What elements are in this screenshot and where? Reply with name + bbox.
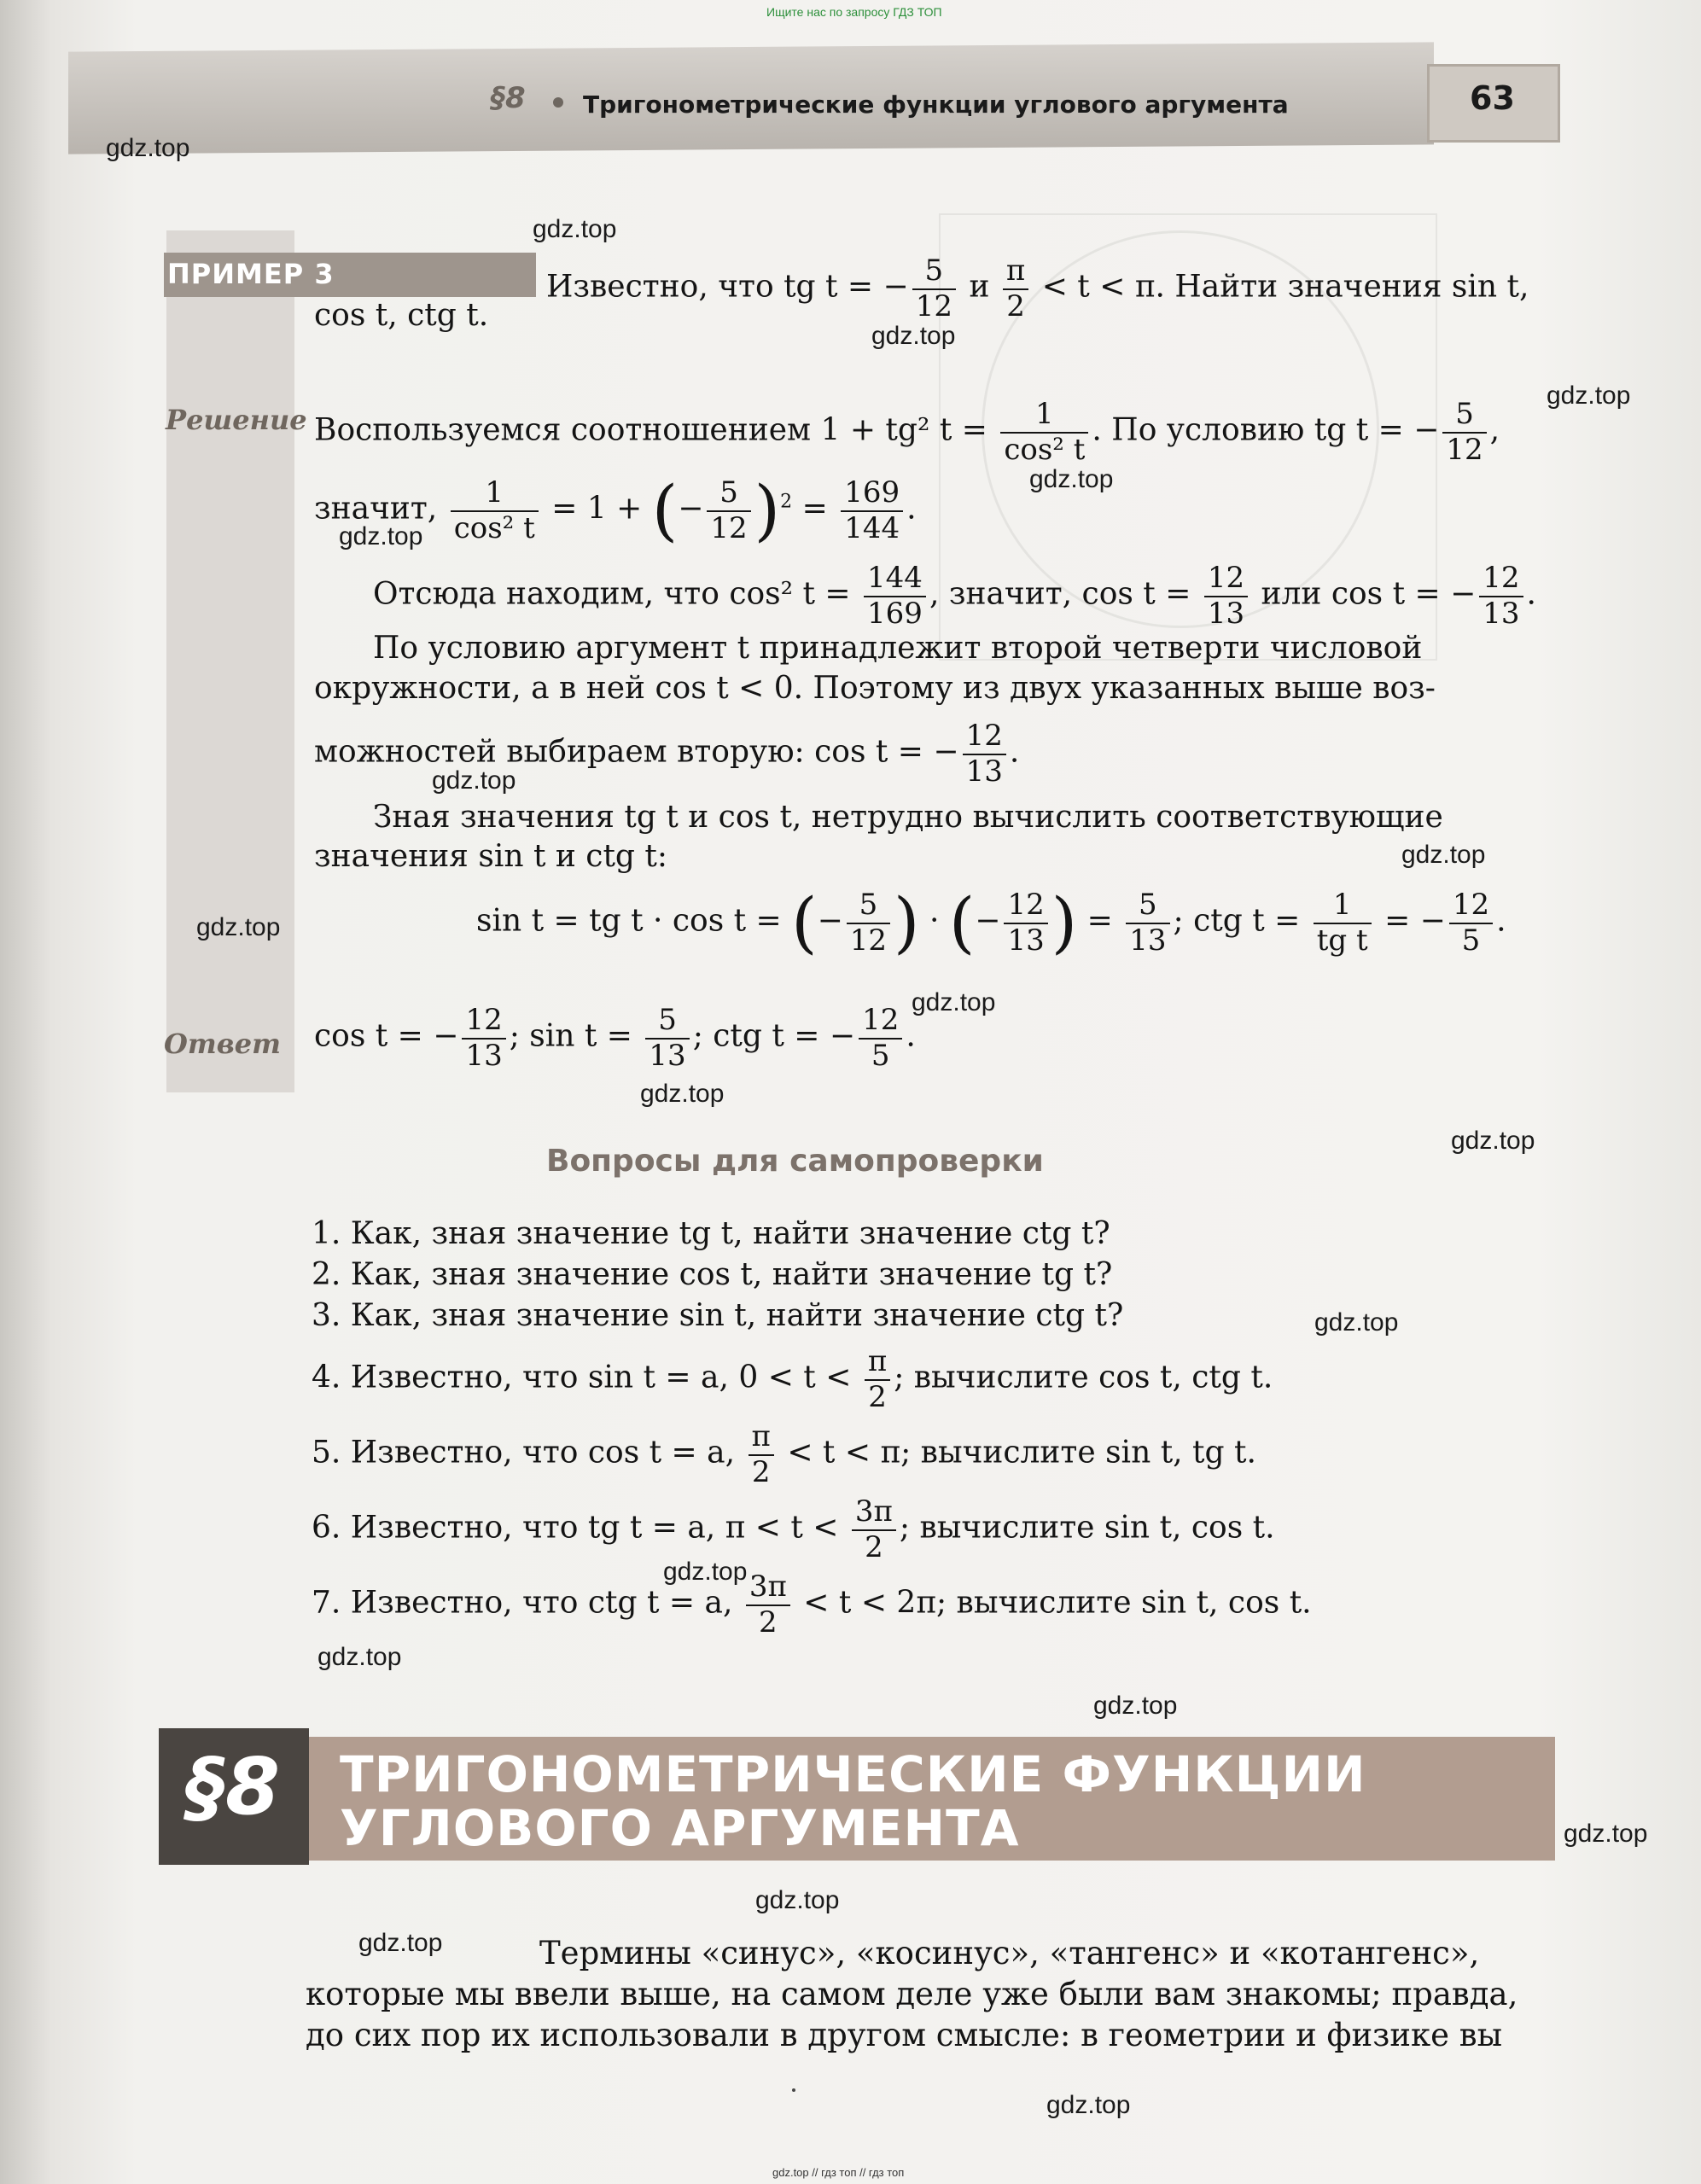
watermark[interactable]: gdz.top [1029, 465, 1114, 493]
print-speck [792, 2088, 795, 2092]
question-1: 1. Как, зная значение tg t, найти значение ctg t? [312, 1216, 1110, 1251]
solution-para2-line3: можностей выбираем вторую: cos t = − $\frac{12}{13}$ . [314, 719, 1020, 789]
fraction-5-12: $\frac{5}{12}$ [847, 890, 890, 956]
top-search-link[interactable]: Ищите нас по запросу ГДЗ ТОП [766, 5, 942, 19]
header-section-number: §8 [491, 81, 526, 115]
watermark[interactable]: gdz.top [317, 1643, 402, 1671]
watermark[interactable]: gdz.top [663, 1558, 748, 1586]
fraction-5-12: $\frac{5}{12}$ [912, 256, 956, 322]
section-number: §8 [186, 1741, 281, 1832]
statement-text: Известно, что tg t = − [546, 269, 909, 305]
header-title: Тригонометрические функции углового аргумента [583, 90, 1289, 119]
watermark[interactable]: gdz.top [196, 913, 281, 941]
watermark[interactable]: gdz.top [1451, 1127, 1535, 1155]
footer-links[interactable]: gdz.top // гдз топ // гдз топ [772, 2166, 905, 2179]
example-statement-line2: cos t, ctg t. [314, 298, 489, 333]
fraction-1-cos2t: $\frac{1}{\text{cos² t}}$ [451, 478, 539, 544]
solution-para3-line1: Зная значения tg t и cos t, нетрудно вычислить соответствующие [373, 800, 1443, 835]
fraction-12-5: $\frac{12}{5}$ [859, 1005, 902, 1071]
example-statement-line1 [546, 253, 1529, 323]
watermark[interactable]: gdz.top [755, 1886, 840, 1914]
statement-and: и [969, 269, 990, 305]
fraction-1-cos2t: $\frac{1}{\text{cos² t}}$ [1000, 399, 1088, 465]
fraction-1-tgt: $\frac{1}{\text{tg t}}$ [1314, 890, 1372, 956]
solution-formula: sin t = tg t · cos t = (− $\frac{5}{12}$ ) · (− $\frac{12}{13}$ ) = $\frac{5}{13}$ ; ctg t = $\frac{1}{\text{tg t}}$ = − $\frac{12}{5}$ . [476, 884, 1506, 962]
watermark[interactable]: gdz.top [871, 322, 956, 350]
fraction-5-13: $\frac{5}{13}$ [645, 1005, 689, 1071]
fraction-5-12: $\frac{5}{12}$ [707, 478, 750, 544]
watermark[interactable]: gdz.top [912, 988, 996, 1016]
fraction-144-169: $\frac{144}{169}$ [864, 563, 926, 629]
question-2: 2. Как, зная значение cos t, найти значение tg t? [312, 1257, 1113, 1292]
watermark[interactable]: gdz.top [640, 1080, 725, 1108]
questions-title: Вопросы для самопроверки [546, 1144, 1044, 1179]
solution-para2-line1: По условию аргумент t принадлежит второй четверти числовой [373, 631, 1423, 666]
fraction-12-13: $\frac{12}{13}$ [1004, 890, 1047, 956]
answer-label: Ответ [164, 1028, 281, 1060]
fraction-12-5: $\frac{12}{5}$ [1449, 890, 1493, 956]
example-side-bar [166, 230, 294, 1092]
question-5: 5. Известно, что cos t = a, $\frac{\pi}{2}$ < t < π; вычислите sin t, tg t. [312, 1419, 1256, 1489]
fraction-pi-2: $\frac{\pi}{2}$ [1003, 256, 1028, 322]
fraction-12-13: $\frac{12}{13}$ [963, 721, 1006, 787]
section-title-line1: ТРИГОНОМЕТРИЧЕСКИЕ ФУНКЦИИ [340, 1745, 1366, 1803]
solution-line2: значит, $\frac{1}{\text{cos² t}}$ = 1 + (− $\frac{5}{12}$ )$^2$ = $\frac{169}{144}$ . [314, 472, 917, 550]
page-number: 63 [1470, 79, 1515, 117]
watermark[interactable]: gdz.top [358, 1929, 443, 1957]
watermark[interactable]: gdz.top [1547, 381, 1631, 410]
fraction-5-12: $\frac{5}{12}$ [1442, 399, 1486, 465]
statement-text: < t < π. Найти значения sin t, [1041, 269, 1529, 305]
intro-line1: Термины «синус», «косинус», «тангенс» и «котангенс», [539, 1935, 1480, 1971]
intro-line3: до сих пор их использовали в другом смысле: в геометрии и физике вы [306, 2017, 1503, 2053]
solution-para3-line2: значения sin t и ctg t: [314, 839, 668, 874]
watermark[interactable]: gdz.top [106, 134, 190, 162]
solution-line1: Воспользуемся соотношением 1 + tg² t = $\frac{1}{\text{cos² t}}$ . По условию tg t = − $\frac{5}{12}$ , [314, 397, 1500, 467]
fraction-12-13: $\frac{12}{13}$ [1479, 563, 1523, 629]
question-4: 4. Известно, что sin t = a, 0 < t < $\frac{\pi}{2}$ ; вычислите cos t, ctg t. [312, 1344, 1273, 1414]
watermark[interactable]: gdz.top [339, 522, 423, 550]
fraction-3pi-2: $\frac{3\pi}{2}$ [746, 1572, 790, 1638]
watermark[interactable]: gdz.top [432, 766, 516, 795]
solution-label: Решение [166, 404, 307, 436]
watermark[interactable]: gdz.top [533, 215, 617, 243]
fraction-pi-2: $\frac{\pi}{2}$ [749, 1422, 774, 1488]
answer-line: cos t = − $\frac{12}{13}$ ; sin t = $\frac{5}{13}$ ; ctg t = − $\frac{12}{5}$ . [314, 1003, 916, 1073]
fraction-3pi-2: $\frac{3\pi}{2}$ [852, 1497, 896, 1563]
watermark[interactable]: gdz.top [1093, 1692, 1178, 1720]
watermark[interactable]: gdz.top [1314, 1308, 1399, 1337]
fraction-5-13: $\frac{5}{13}$ [1126, 890, 1169, 956]
watermark[interactable]: gdz.top [1564, 1820, 1648, 1848]
question-3: 3. Как, зная значение sin t, найти значение ctg t? [312, 1298, 1124, 1333]
fraction-pi-2: $\frac{\pi}{2}$ [865, 1347, 890, 1412]
watermark[interactable]: gdz.top [1046, 2091, 1131, 2119]
header-bullet [553, 97, 563, 108]
fraction-12-13: $\frac{12}{13}$ [1204, 563, 1248, 629]
fraction-12-13: $\frac{12}{13}$ [462, 1005, 505, 1071]
solution-para2-line2: окружности, а в ней cos t < 0. Поэтому из двух указанных выше воз- [314, 671, 1436, 706]
section-title-line2: УГЛОВОГО АРГУМЕНТА [340, 1799, 1020, 1857]
example-badge: ПРИМЕР 3 [167, 258, 335, 290]
question-7: 7. Известно, что ctg t = a, $\frac{3\pi}{2}$ < t < 2π; вычислите sin t, cos t. [312, 1570, 1312, 1639]
question-6: 6. Известно, что tg t = a, π < t < $\frac{3\pi}{2}$ ; вычислите sin t, cos t. [312, 1494, 1275, 1564]
intro-line2: которые мы ввели выше, на самом деле уже были вам знакомы; правда, [306, 1976, 1518, 2012]
fraction-169-144: $\frac{169}{144}$ [841, 478, 903, 544]
watermark[interactable]: gdz.top [1401, 841, 1486, 869]
solution-line3: Отсюда находим, что cos² t = $\frac{144}{169}$ , значит, cos t = $\frac{12}{13}$ или cos t = − $\frac{12}{13}$ . [373, 561, 1536, 631]
